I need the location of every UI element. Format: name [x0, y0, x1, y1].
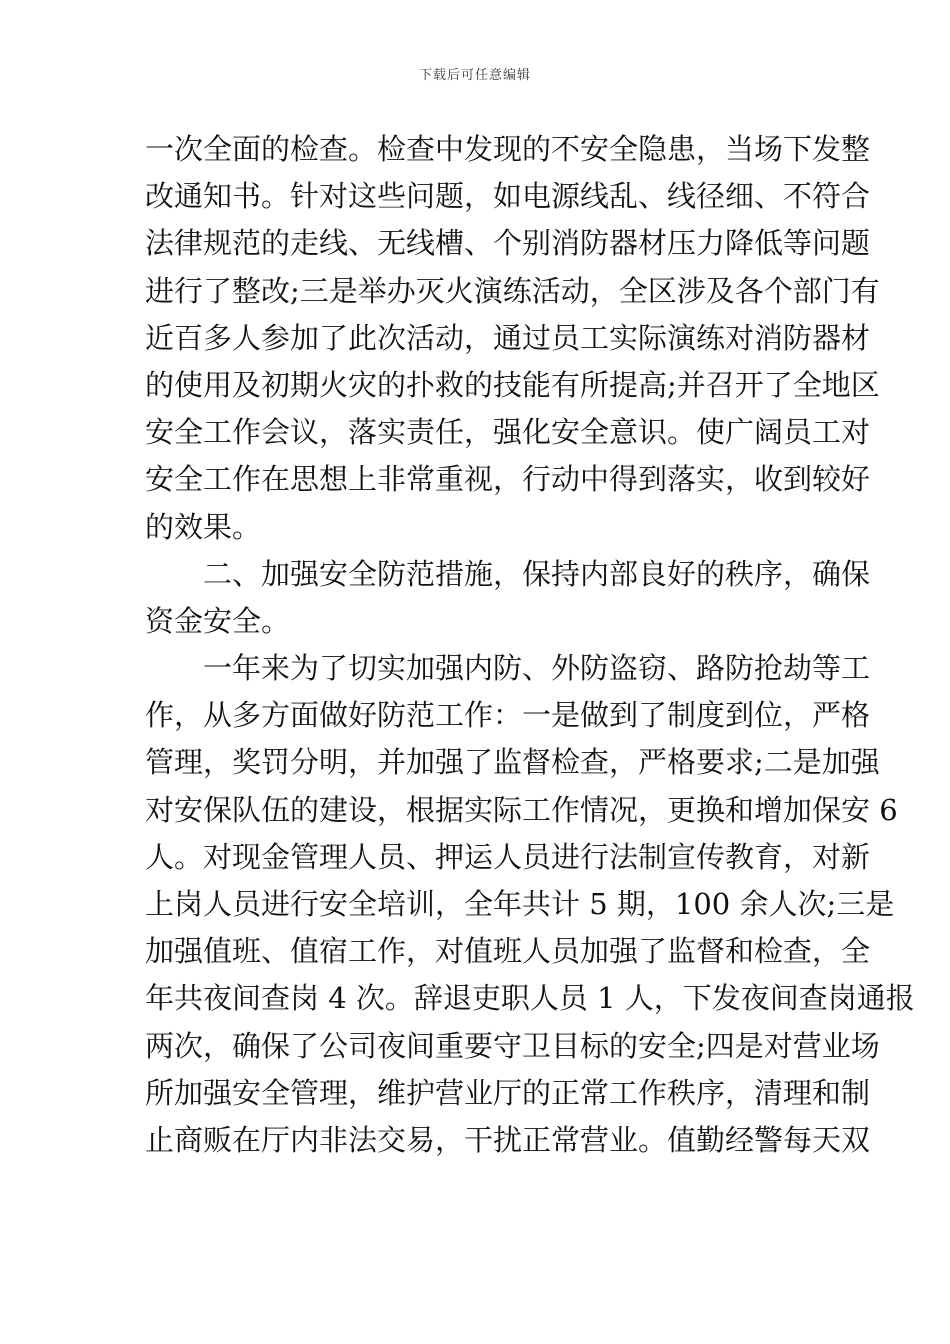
text-line: 年共夜间查岗 4 次。辞退吏职人员 1 人，下发夜间查岗通报 [145, 981, 915, 1016]
text-line: 作，从多方面做好防范工作：一是做到了制度到位，严格 [145, 698, 871, 733]
text-line: 管理，奖罚分明，并加强了监督检查，严格要求;二是加强 [145, 745, 880, 780]
section-heading: 二、加强安全防范措施，保持内部良好的秩序，确保 [203, 556, 871, 591]
text-line: 进行了整改;三是举办灭火演练活动，全区涉及各个部门有 [145, 273, 880, 308]
paragraph-start: 一年来为了切实加强内防、外防盗窃、路防抢劫等工 [203, 651, 871, 686]
text-line: 的效果。 [145, 509, 262, 544]
text-line: 法律规范的走线、无线槽、个别消防器材压力降低等问题 [145, 226, 871, 261]
text-line: 止商贩在厅内非法交易，干扰正常营业。值勤经警每天双 [145, 1122, 871, 1157]
text-line: 的使用及初期火灾的扑救的技能有所提高;并召开了全地区 [145, 367, 880, 402]
text-line: 上岗人员进行安全培训，全年共计 5 期，100 余人次;三是 [145, 887, 895, 921]
text-line: 加强值班、值宿工作，对值班人员加强了监督和检查，全 [145, 934, 871, 969]
text-line: 对安保队伍的建设，根据实际工作情况，更换和增加保安 6 [145, 792, 898, 827]
text-line: 两次，确保了公司夜间重要守卫目标的安全;四是对营业场 [145, 1028, 880, 1063]
text-line: 改通知书。针对这些问题，如电源线乱、线径细、不符合 [145, 179, 871, 214]
section-heading-cont: 资金安全。 [145, 603, 291, 638]
text-line: 安全工作在思想上非常重视，行动中得到落实，收到较好 [145, 462, 871, 497]
page-header: 下载后可任意编辑 [418, 68, 531, 83]
text-line: 近百多人参加了此次活动，通过员工实际演练对消防器材 [145, 320, 871, 355]
text-line: 所加强安全管理，维护营业厅的正常工作秩序，清理和制 [145, 1075, 871, 1110]
text-line: 人。对现金管理人员、押运人员进行法制宣传教育，对新 [145, 839, 871, 874]
document-body [145, 126, 915, 1164]
text-line: 一次全面的检查。检查中发现的不安全隐患，当场下发整 [145, 132, 871, 166]
text-line: 安全工作会议，落实责任，强化安全意识。使广阔员工对 [145, 415, 871, 450]
